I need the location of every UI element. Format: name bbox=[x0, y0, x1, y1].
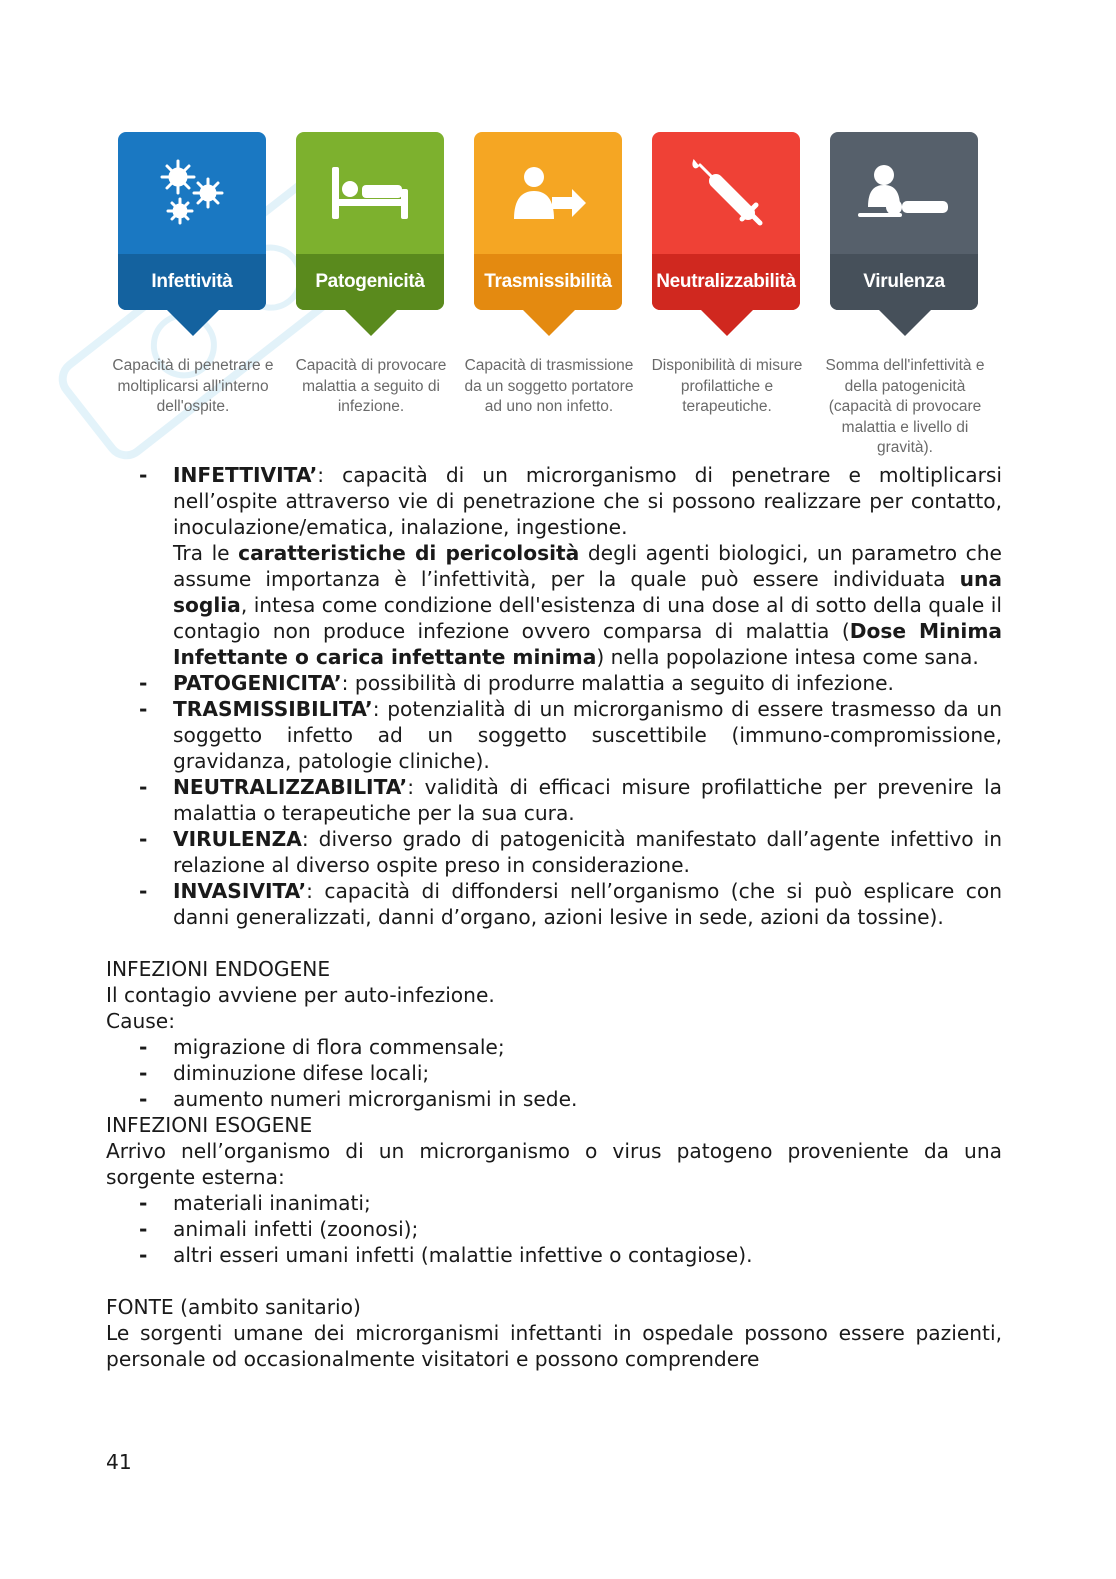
term: TRASMISSIBILITA’ bbox=[173, 697, 373, 721]
term: PATOGENICITA’ bbox=[173, 671, 342, 695]
bullet-dash: - bbox=[139, 671, 148, 695]
list-item bbox=[106, 1034, 1002, 1060]
card-pointer bbox=[167, 310, 219, 336]
card-tile bbox=[296, 132, 444, 310]
text-run: Tra le bbox=[173, 541, 239, 565]
card-label: Neutralizzabilità bbox=[652, 254, 800, 310]
card-description: Capacità di provocare malattia a seguito di infezione. bbox=[295, 357, 447, 415]
list-item-text: aumento numeri microrganismi in sede. bbox=[173, 1087, 578, 1111]
list-item-trasmissibilita bbox=[106, 696, 1002, 774]
virus-icon bbox=[118, 132, 266, 254]
bold-run: una soglia bbox=[173, 567, 1002, 617]
card-pointer bbox=[523, 310, 575, 336]
fonte-text: Le sorgenti umane dei microrganismi infettanti in ospedale possono essere pazienti, personale od occasionalmente visitatori e possono comprendere bbox=[106, 1321, 1002, 1371]
endogene-line: Il contagio avviene per auto-infezione. bbox=[106, 983, 495, 1007]
bold-run: Dose Minima Infettante o carica infettante minima bbox=[173, 619, 1002, 669]
paragraph bbox=[173, 878, 1002, 930]
term: INVASIVITA’ bbox=[173, 879, 307, 903]
paragraph bbox=[173, 826, 1002, 878]
text-run: degli agenti biologici, un parametro che assume importanza è l’infettività, per la quale può essere individuata bbox=[173, 541, 1002, 591]
paragraph bbox=[173, 462, 1002, 540]
list-item bbox=[106, 1242, 1002, 1268]
card-label: Trasmissibilità bbox=[474, 254, 622, 310]
bullet-dash: - bbox=[139, 775, 148, 799]
definition: : capacità di un microrganismo di penetrare e moltiplicarsi nell’ospite attraverso vie di penetrazione che si possono realizzare per contatto, inoculazione/ematica, inalazione, ingestione. bbox=[173, 463, 1002, 539]
person-arrow-icon bbox=[474, 132, 622, 254]
list-item bbox=[106, 1216, 1002, 1242]
definition: : possibilità di produrre malattia a seguito di infezione. bbox=[341, 671, 894, 695]
list-item-virulenza bbox=[106, 826, 1002, 878]
section-heading-fonte: FONTE (ambito sanitario) bbox=[106, 1295, 361, 1319]
syringe-icon bbox=[652, 132, 800, 254]
definition: : capacità di diffondersi nell’organismo (che si può esplicare con danni generalizzati, danni d’organo, azioni lesive in sede, azioni da tossine). bbox=[173, 879, 1002, 929]
hospital-bed-icon bbox=[296, 132, 444, 254]
term: VIRULENZA bbox=[173, 827, 302, 851]
list-item bbox=[106, 1190, 1002, 1216]
term: NEUTRALIZZABILITA’ bbox=[173, 775, 408, 799]
card-tile bbox=[118, 132, 266, 310]
bullet-dash: - bbox=[139, 1217, 148, 1241]
text-run: ) nella popolazione intesa come sana. bbox=[596, 645, 979, 669]
card-pointer bbox=[701, 310, 753, 336]
patient-care-icon bbox=[830, 132, 978, 254]
bullet-dash: - bbox=[139, 463, 148, 487]
paragraph bbox=[173, 670, 1002, 696]
card-label: Infettività bbox=[118, 254, 266, 310]
list-item-infettivita bbox=[106, 462, 1002, 670]
bullet-dash: - bbox=[139, 879, 148, 903]
esogene-line: Arrivo nell’organismo di un microrganismo o virus patogeno proveniente da una sorgente esterna: bbox=[106, 1139, 1002, 1189]
card-label: Patogenicità bbox=[296, 254, 444, 310]
bullet-dash: - bbox=[139, 1191, 148, 1215]
card-neutralizzabilita bbox=[651, 132, 803, 415]
card-description: Capacità di penetrare e moltiplicarsi all'interno dell'ospite. bbox=[112, 357, 274, 415]
text-run: , intesa come condizione dell'esistenza di una dose al di sotto della quale il contagio non produce infezione ovvero comparsa di malattia ( bbox=[173, 593, 1002, 643]
list-item-invasivita bbox=[106, 878, 1002, 930]
card-patogenicita bbox=[295, 132, 447, 415]
list-item-text: migrazione di flora commensale; bbox=[173, 1035, 505, 1059]
definition: : diverso grado di patogenicità manifestato dall’agente infettivo in relazione al diverso ospite preso in considerazione. bbox=[173, 827, 1002, 877]
card-description: Disponibilità di misure profilattiche e terapeutiche. bbox=[651, 357, 803, 415]
page-number: 41 bbox=[106, 1450, 132, 1474]
bold-run: caratteristiche di pericolosità bbox=[238, 541, 580, 565]
card-virulenza bbox=[825, 132, 985, 456]
card-pointer bbox=[879, 310, 931, 336]
card-pointer bbox=[345, 310, 397, 336]
card-label: Virulenza bbox=[830, 254, 978, 310]
card-infettivita bbox=[112, 132, 274, 415]
section-heading-esogene: INFEZIONI ESOGENE bbox=[106, 1113, 313, 1137]
body-text bbox=[106, 462, 1002, 1372]
paragraph bbox=[173, 774, 1002, 826]
section-heading-endogene: INFEZIONI ENDOGENE bbox=[106, 957, 331, 981]
card-tile bbox=[474, 132, 622, 310]
bullet-dash: - bbox=[139, 1087, 148, 1111]
list-item-text: diminuzione difese locali; bbox=[173, 1061, 430, 1085]
bullet-dash: - bbox=[139, 1035, 148, 1059]
bullet-dash: - bbox=[139, 827, 148, 851]
list-item bbox=[106, 1086, 1002, 1112]
list-item-text: materiali inanimati; bbox=[173, 1191, 371, 1215]
bullet-dash: - bbox=[139, 1061, 148, 1085]
list-item-text: animali infetti (zoonosi); bbox=[173, 1217, 419, 1241]
definition: : potenzialità di un microrganismo di essere trasmesso da un soggetto infetto ad un soggetto suscettibile (immuno-compromissione, gravidanza, patologie cliniche). bbox=[173, 697, 1002, 773]
list-item-patogenicita bbox=[106, 670, 1002, 696]
card-tile bbox=[652, 132, 800, 310]
list-item bbox=[106, 1060, 1002, 1086]
endogene-cause-label: Cause: bbox=[106, 1009, 176, 1033]
bullet-dash: - bbox=[139, 1243, 148, 1267]
card-description: Capacità di trasmissione da un soggetto portatore ad uno non infetto. bbox=[464, 357, 634, 415]
term: INFETTIVITA’ bbox=[173, 463, 318, 487]
card-tile bbox=[830, 132, 978, 310]
list-item-neutralizzabilita bbox=[106, 774, 1002, 826]
infographic bbox=[100, 132, 1000, 462]
list-item-text: altri esseri umani infetti (malattie infettive o contagiose). bbox=[173, 1243, 753, 1267]
definition: : validità di efficaci misure profilattiche per prevenire la malattia o terapeutiche per la sua cura. bbox=[173, 775, 1002, 825]
card-trasmissibilita bbox=[464, 132, 634, 415]
bullet-dash: - bbox=[139, 697, 148, 721]
paragraph bbox=[173, 540, 1002, 670]
paragraph bbox=[173, 696, 1002, 774]
card-description: Somma dell'infettività e della patogenicità (capacità di provocare malattia e livello di gravità). bbox=[825, 357, 985, 456]
